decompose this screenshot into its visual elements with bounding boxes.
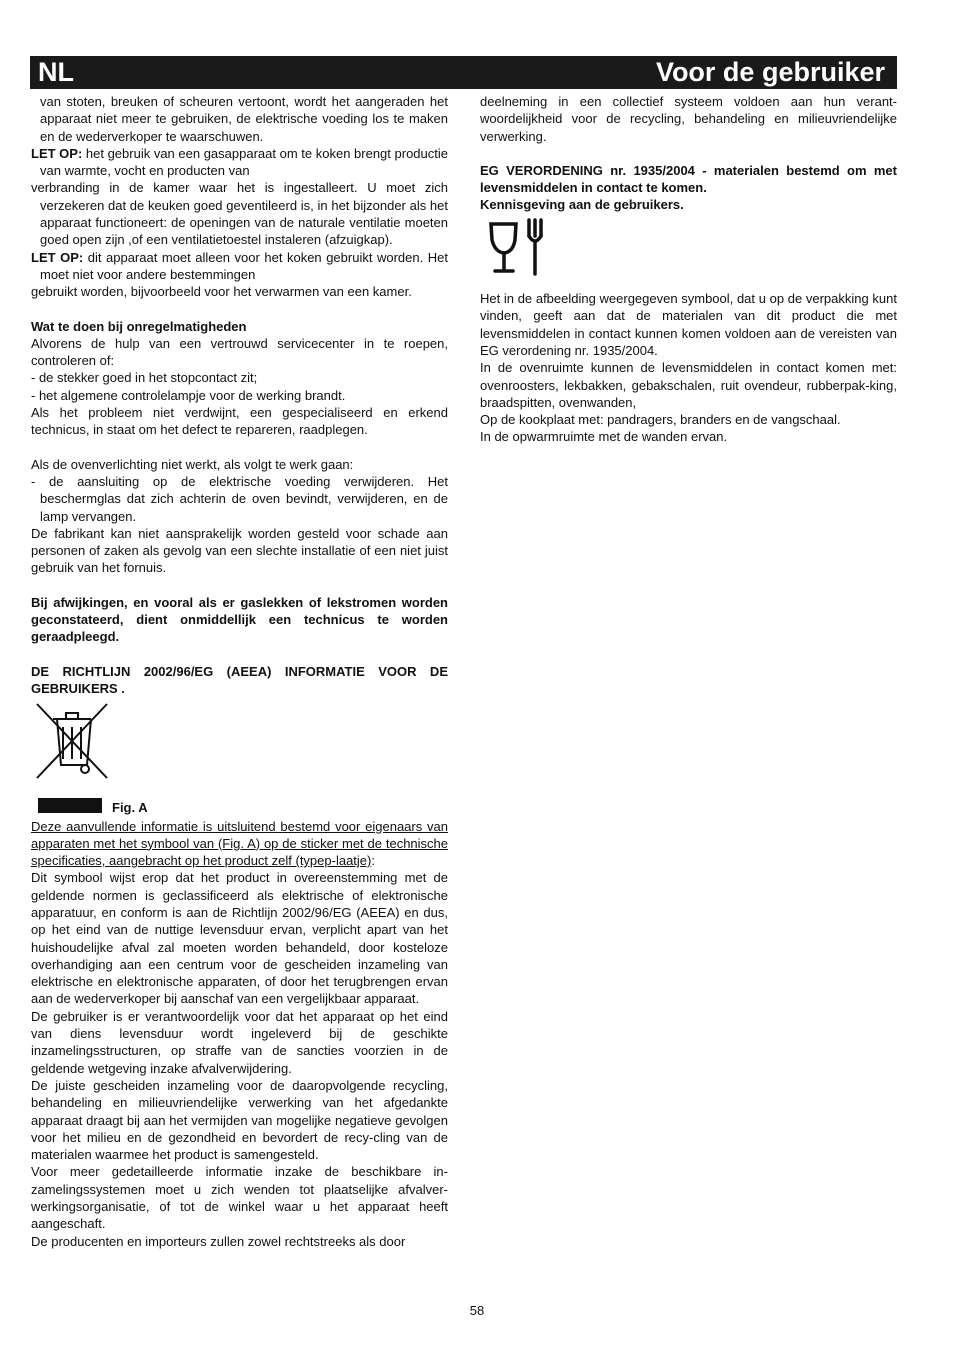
crossed-out-wheelie-bin-icon	[33, 701, 111, 781]
page-title: Voor de gebruiker	[655, 57, 885, 87]
paragraph: De juiste gescheiden inzameling voor de daaropvolgende recycling, behandeling en milieuvriendelijke verwerking van het afgedankte apparaat draagt bij aan het vermijden van mogelijke negatieve gevolgen voor het milieu en de gezondheid en bevordert de recy-cling van de materialen waarmee het product is samengesteld.	[31, 1077, 448, 1163]
paragraph: De gebruiker is er verantwoordelijk voor dat het apparaat op het eind van diens levensduur wordt ingeleverd bij de geschikte inzamelingsstructuren, op straffe van de sancties voorzien in de geldende wetgeving inzake afvalverwijdering.	[31, 1008, 448, 1076]
language-code: NL	[38, 57, 74, 87]
section-heading: EG VERORDENING nr. 1935/2004 - materialen bestemd om met levensmiddelen in contact te komen.	[480, 162, 897, 196]
left-column	[31, 93, 448, 1250]
warning-paragraph	[31, 249, 448, 284]
list-item: - de stekker goed in het stopcontact zit;	[31, 370, 258, 386]
paragraph: gebruikt worden, bijvoorbeeld voor het verwarmen van een kamer.	[31, 284, 412, 300]
warning-text: het gebruik van een gasapparaat om te koken brengt productie van warmte, vocht en producten van	[40, 145, 448, 179]
list-item: - het algemene controlelampje voor de werking brandt.	[31, 387, 346, 403]
page-number: 58	[469, 1303, 485, 1318]
warning-paragraph	[31, 145, 448, 180]
figure-label: Fig. A	[112, 799, 148, 815]
paragraph: Op de kookplaat met: pandragers, branders en de vangschaal.	[480, 412, 841, 428]
underlined-note: Deze aanvullende informatie is uitsluitend bestemd voor eigenaars van apparaten met het symbool van (Fig. A) op de sticker met de technische specificaties, aangebracht op het product zelf (typep-laatje)	[31, 818, 448, 869]
paragraph: Dit symbool wijst erop dat het product in overeenstemming met de geldende normen is geclassificeerd als elektrische of elektronische apparatuur, en conform is aan de Richtlijn 2002/96/EG (AEEA) en dus, op het eind van de nuttige levensduur ervan, verplicht apart van het huishoudelijke afval zal moeten worden behandeld, door kosteloze overhandiging aan een centrum voor de gescheiden inzameling van elektrische en elektronische apparaten, of door het terugbrengen ervan aan de wederverkoper bij aanschaf van een vergelijkbaar apparaat.	[31, 870, 448, 1007]
warning-label: LET OP:	[31, 145, 83, 161]
paragraph	[31, 818, 448, 870]
list-item: - de aansluiting op de elektrische voeding verwijderen. Het beschermglas dat zich achterin de oven bevindt, verwijderen, en de lamp vervangen.	[31, 473, 448, 524]
warning-label: LET OP:	[31, 249, 84, 265]
section-heading: DE RICHTLIJN 2002/96/EG (AEEA) INFORMATIE VOOR DE GEBRUIKERS .	[31, 663, 448, 696]
underline-bar	[38, 798, 102, 813]
glass-and-fork-icon	[486, 216, 548, 278]
paragraph: Alvorens de hulp van een vertrouwd servicecenter in te roepen, controleren of:	[31, 335, 448, 369]
paragraph: verbranding in de kamer waar het is ingestalleert. U moet zich verzekeren dat de keuken goed geventileerd is, in het bijzonder als het apparaat functioneert: de openingen van de naturale ventilatie moeten goed open zijn ,of een ventilatietoestel instaleren (afzuigkap).	[31, 180, 448, 248]
paragraph: deelneming in een collectief systeem voldoen aan hun verant-woordelijkheid voor de recycling, behandeling en milieuvriendelijke verwerking.	[480, 94, 897, 144]
right-column	[480, 93, 897, 446]
paragraph: In de opwarmruimte met de wanden ervan.	[480, 429, 728, 445]
warning-block: Bij afwijkingen, en vooral als er gaslekken of lekstromen worden geconstateerd, dient onmiddellijk een technicus te worden geraadpleegd.	[31, 594, 448, 645]
colon: :	[371, 853, 375, 869]
warning-text: dit apparaat moet alleen voor het koken gebruikt worden. Het moet niet voor andere bestemmingen	[40, 249, 448, 282]
paragraph: In de ovenruimte kunnen de levensmiddelen in contact komen met: ovenroosters, lekbakken, gebakschalen, ruit ovendeur, rubberpak-king, braadspitten, ovenwanden,	[480, 360, 897, 410]
paragraph: Het in de afbeelding weergegeven symbool, dat u op de verpakking kunt vinden, geeft aan dat de materialen van dit product die met levensmiddelen in contact kunnen komen voldoen aan de vereisten van EG verordening nr. 1935/2004.	[480, 291, 897, 358]
paragraph: De fabrikant kan niet aansprakelijk worden gesteld voor schade aan personen of zaken als gevolg van een slechte installatie of een niet juist gebruik van het fornuis.	[31, 525, 448, 576]
section-subheading: Kennisgeving aan de gebruikers.	[480, 197, 684, 213]
figure-caption	[31, 796, 448, 818]
paragraph: Voor meer gedetailleerde informatie inzake de beschikbare in-zamelingssystemen moet u zich wenden tot plaatselijke afvalver-werkingsorganisatie, of tot de winkel waar u het apparaat heeft aangeschaft.	[31, 1164, 448, 1232]
paragraph: Als de ovenverlichting niet werkt, als volgt te werk gaan:	[31, 456, 354, 472]
paragraph: De producenten en importeurs zullen zowel rechtstreeks als door	[31, 1233, 406, 1249]
paragraph: Als het probleem niet verdwijnt, een gespecialiseerd en erkend technicus, in staat om het defect te repareren, raadplegen.	[31, 405, 448, 438]
paragraph: van stoten, breuken of scheuren vertoont, wordt het aangeraden het apparaat niet meer te gebruiken, de elektrische voeding los te maken en de wederverkoper te waarschuwen.	[40, 94, 448, 144]
section-header	[30, 56, 897, 89]
section-heading: Wat te doen bij onregelmatigheden	[31, 318, 247, 334]
